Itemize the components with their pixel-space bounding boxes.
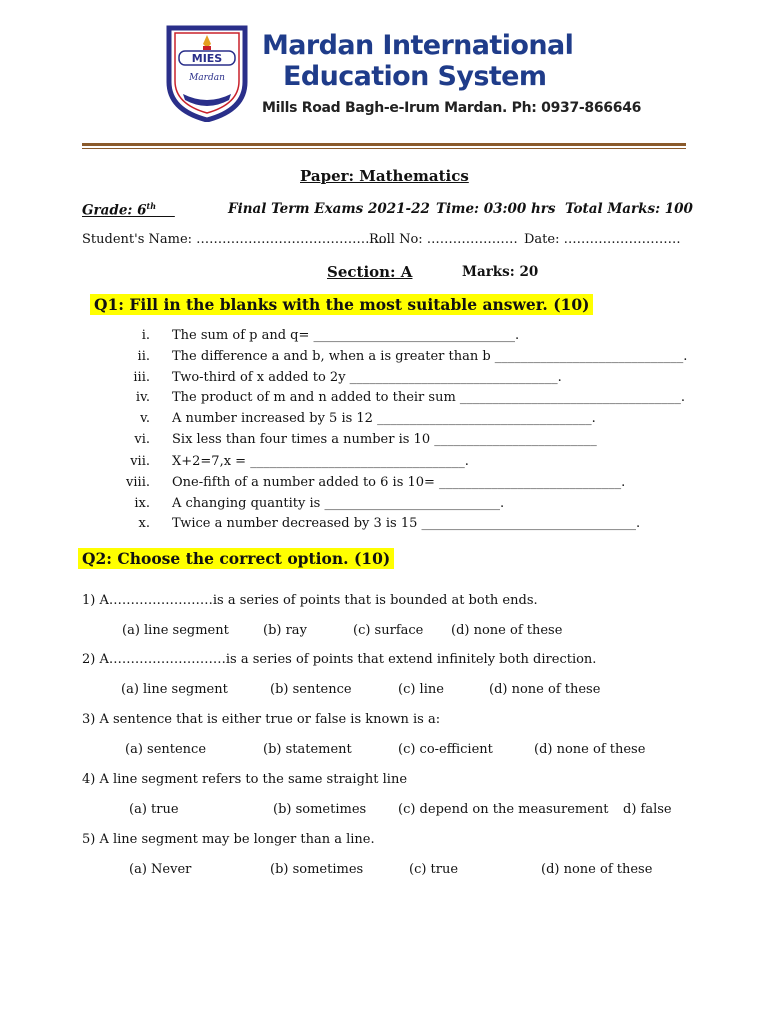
- exam-label: Final Term Exams 2021-22: [228, 201, 430, 217]
- mcq-option: (d) none of these: [534, 742, 646, 757]
- mcq-question-text: 2) A………………………is a series of points that extend infinitely both direction.: [82, 652, 597, 667]
- mcq-option: (c) line: [398, 682, 444, 697]
- q1-item-number: ix.: [134, 496, 150, 511]
- mcq-option: (b) sometimes: [270, 862, 364, 877]
- q1-item-number: x.: [138, 516, 150, 531]
- q1-heading: [90, 295, 593, 314]
- section-title: Section: A: [327, 263, 413, 281]
- mcq-question-text: 1) A……………………is a series of points that is bounded at both ends.: [82, 593, 538, 608]
- q1-item-text: The difference a and b, when a is greater than b _____________________________.: [172, 349, 688, 364]
- section-marks: Marks: 20: [462, 264, 539, 280]
- mcq-option: (a) line segment: [122, 623, 229, 638]
- mcq-option: (d) none of these: [451, 623, 563, 638]
- q1-item-text: The product of m and n added to their sum __________________________________.: [172, 390, 686, 405]
- school-name-line2: Education System: [283, 61, 547, 92]
- total-marks-label: Total Marks: 100: [565, 201, 693, 217]
- q1-item-number: viii.: [126, 475, 150, 490]
- mcq-question-text: 5) A line segment may be longer than a line.: [82, 832, 375, 847]
- q1-item-text: Six less than four times a number is 10 _________________________: [172, 432, 597, 447]
- q1-item-text: The sum of p and q= _______________________________.: [172, 328, 520, 343]
- q1-item-number: iv.: [135, 390, 150, 405]
- logo-script: Mardan: [189, 73, 225, 83]
- q1-item-text: A changing quantity is ___________________________.: [172, 496, 505, 511]
- q1-heading-text: Q1: Fill in the blanks with the most suitable answer. (10): [90, 294, 593, 315]
- mcq-option: (a) line segment: [121, 682, 228, 697]
- mcq-option: (a) Never: [129, 862, 192, 877]
- grade-text: Grade: 6: [82, 202, 147, 219]
- mcq-option: (c) depend on the measurement: [398, 802, 609, 817]
- paper-title: Paper: Mathematics: [300, 167, 469, 185]
- header-divider: [82, 143, 686, 146]
- q2-heading-text: Q2: Choose the correct option. (10): [78, 548, 394, 569]
- grade-superscript: th: [146, 201, 157, 211]
- q1-item-number: vi.: [134, 432, 150, 447]
- mcq-question-text: 4) A line segment refers to the same straight line: [82, 772, 408, 787]
- q1-item-number: ii.: [137, 349, 150, 364]
- q1-item-number: vii.: [130, 454, 150, 469]
- mcq-option: (b) ray: [263, 623, 307, 638]
- date-field: Date: ………………………: [524, 232, 681, 247]
- student-name-field: Student's Name: ………………………………………: [82, 232, 392, 247]
- mcq-option: (b) sometimes: [273, 802, 367, 817]
- q2-heading: [78, 549, 394, 568]
- q1-item-number: i.: [141, 328, 150, 343]
- mcq-option: (a) true: [129, 802, 179, 817]
- mcq-option: (d) none of these: [489, 682, 601, 697]
- q1-item-text: A number increased by 5 is 12 _________________________________.: [172, 411, 596, 426]
- mcq-question-text: 3) A sentence that is either true or false is known is a:: [82, 712, 441, 727]
- mcq-option: (c) co-efficient: [398, 742, 493, 757]
- mcq-option: (b) statement: [263, 742, 352, 757]
- time-label: Time: 03:00 hrs: [436, 201, 556, 217]
- q1-item-text: One-fifth of a number added to 6 is 10= ____________________________.: [172, 475, 626, 490]
- mcq-option: d) false: [623, 802, 672, 817]
- school-logo: [165, 24, 249, 122]
- header-divider-thin: [82, 148, 686, 149]
- q1-item-text: Twice a number decreased by 3 is 15 _________________________________.: [172, 516, 641, 531]
- q1-item-text: Two-third of x added to 2y ________________________________.: [172, 370, 562, 385]
- school-name-line1: Mardan International: [262, 30, 574, 61]
- mcq-option: (d) none of these: [541, 862, 653, 877]
- mcq-option: (c) surface: [353, 623, 424, 638]
- logo-text: MIES: [191, 52, 223, 65]
- q1-item-number: iii.: [133, 370, 150, 385]
- mcq-option: (b) sentence: [270, 682, 352, 697]
- roll-no-field: Roll No: …………………: [369, 232, 518, 247]
- grade-label: [82, 201, 175, 219]
- mcq-option: (a) sentence: [125, 742, 207, 757]
- q1-item-text: X+2=7,x = _________________________________.: [172, 454, 469, 469]
- school-address: Mills Road Bagh-e-Irum Mardan. Ph: 0937-866646: [262, 100, 642, 116]
- mcq-option: (c) true: [409, 862, 459, 877]
- q1-item-number: v.: [140, 411, 150, 426]
